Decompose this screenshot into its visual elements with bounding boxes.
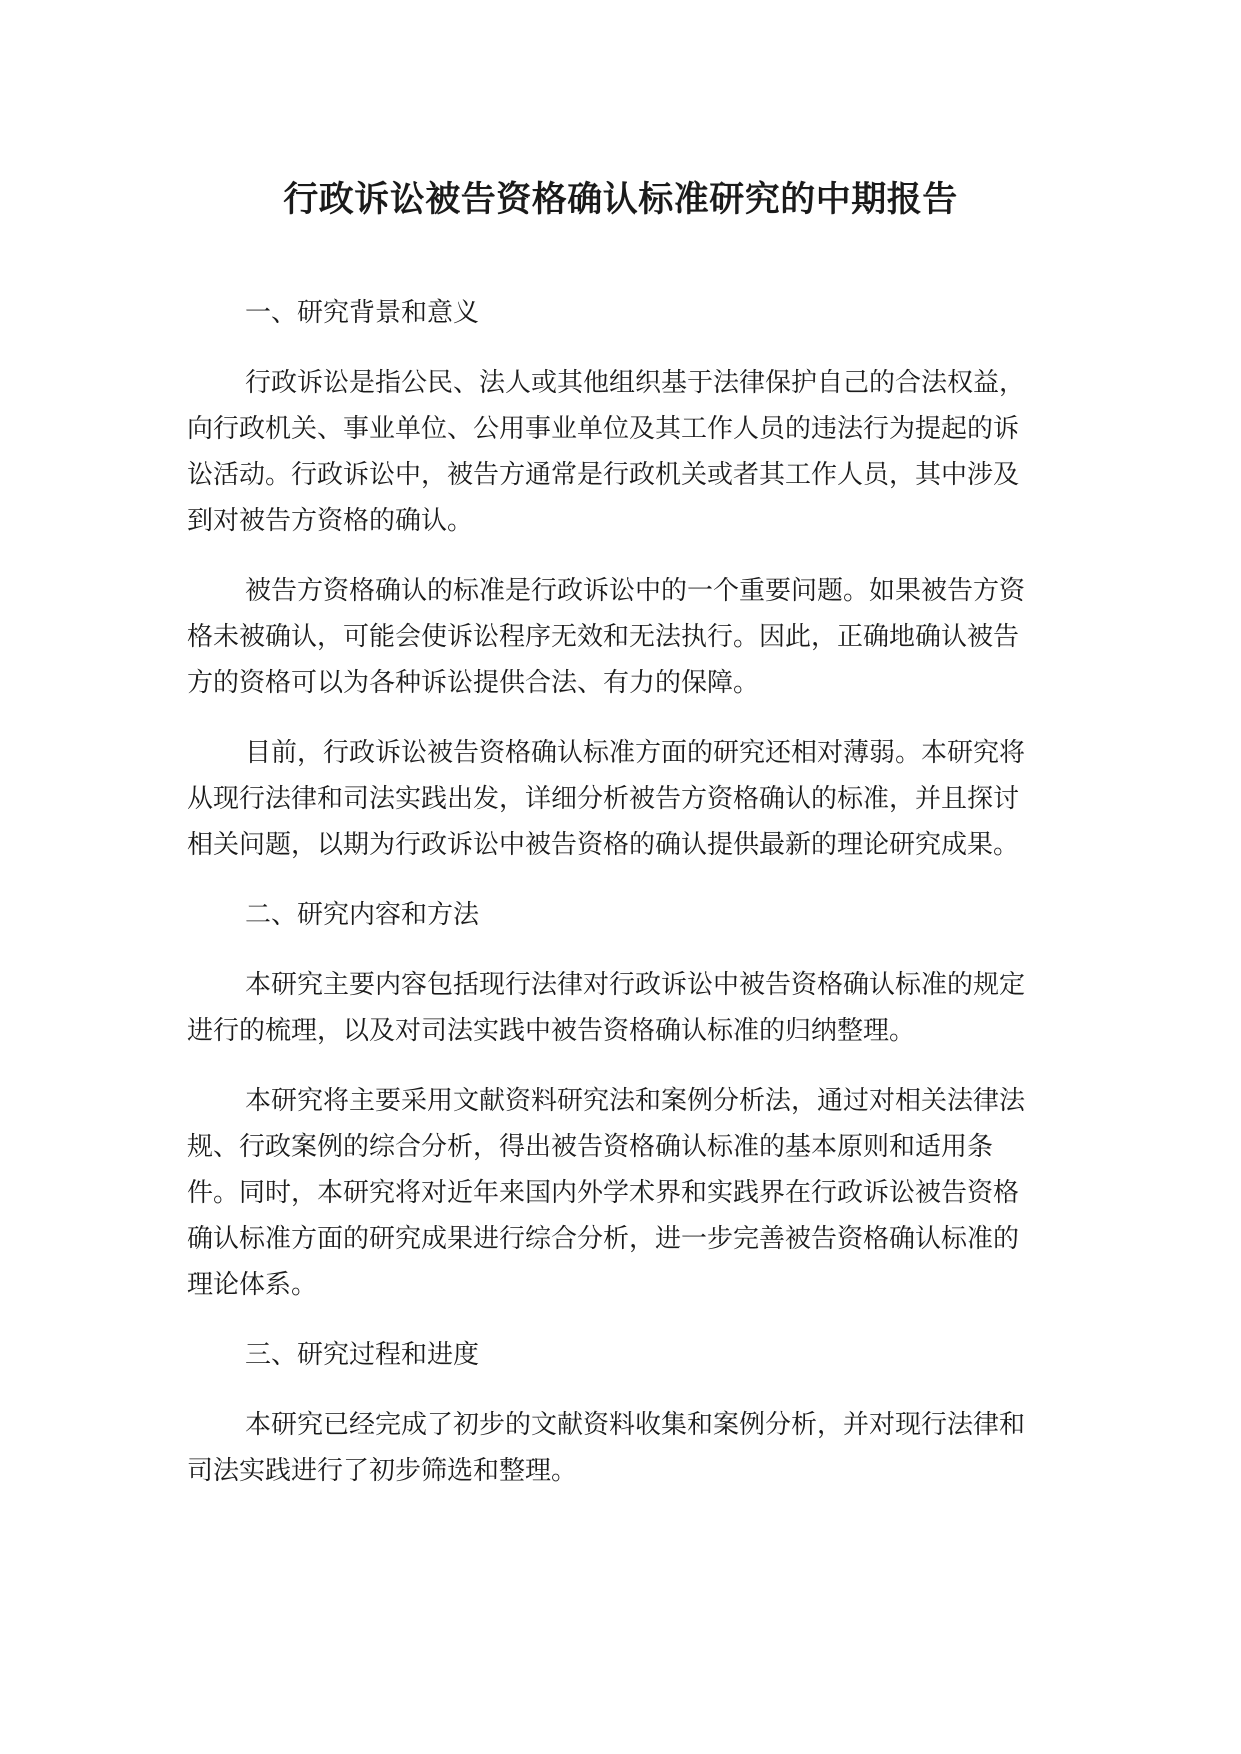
paragraph: 本研究已经完成了初步的文献资料收集和案例分析，并对现行法律和司法实践进行了初步筛选和整理。 (187, 1410, 1026, 1486)
document-body (187, 290, 1037, 1518)
section-heading: 二、研究内容和方法 (245, 900, 480, 930)
section-heading: 三、研究过程和进度 (245, 1340, 480, 1370)
paragraph: 被告方资格确认的标准是行政诉讼中的一个重要问题。如果被告方资格未被确认，可能会使诉讼程序无效和无法执行。因此，正确地确认被告方的资格可以为各种诉讼提供合法、有力的保障。 (187, 576, 1026, 698)
paragraph: 行政诉讼是指公民、法人或其他组织基于法律保护自己的合法权益，向行政机关、事业单位、公用事业单位及其工作人员的违法行为提起的诉讼活动。行政诉讼中，被告方通常是行政机关或者其工作人员，其中涉及到对被告方资格的确认。 (187, 368, 1026, 536)
section-content-method (187, 892, 1037, 1308)
paragraph: 本研究主要内容包括现行法律对行政诉讼中被告资格确认标准的规定进行的梳理，以及对司法实践中被告资格确认标准的归纳整理。 (187, 970, 1026, 1046)
document-title: 行政诉讼被告资格确认标准研究的中期报告 (283, 180, 958, 220)
section-background (187, 290, 1037, 868)
section-heading: 一、研究背景和意义 (245, 298, 480, 328)
section-progress (187, 1332, 1037, 1494)
paragraph: 目前，行政诉讼被告资格确认标准方面的研究还相对薄弱。本研究将从现行法律和司法实践出发，详细分析被告方资格确认的标准，并且探讨相关问题，以期为行政诉讼中被告资格的确认提供最新的理论研究成果。 (187, 738, 1026, 860)
paragraph: 本研究将主要采用文献资料研究法和案例分析法，通过对相关法律法规、行政案例的综合分析，得出被告资格确认标准的基本原则和适用条件。同时，本研究将对近年来国内外学术界和实践界在行政诉讼被告资格确认标准方面的研究成果进行综合分析，进一步完善被告资格确认标准的理论体系。 (187, 1086, 1026, 1300)
